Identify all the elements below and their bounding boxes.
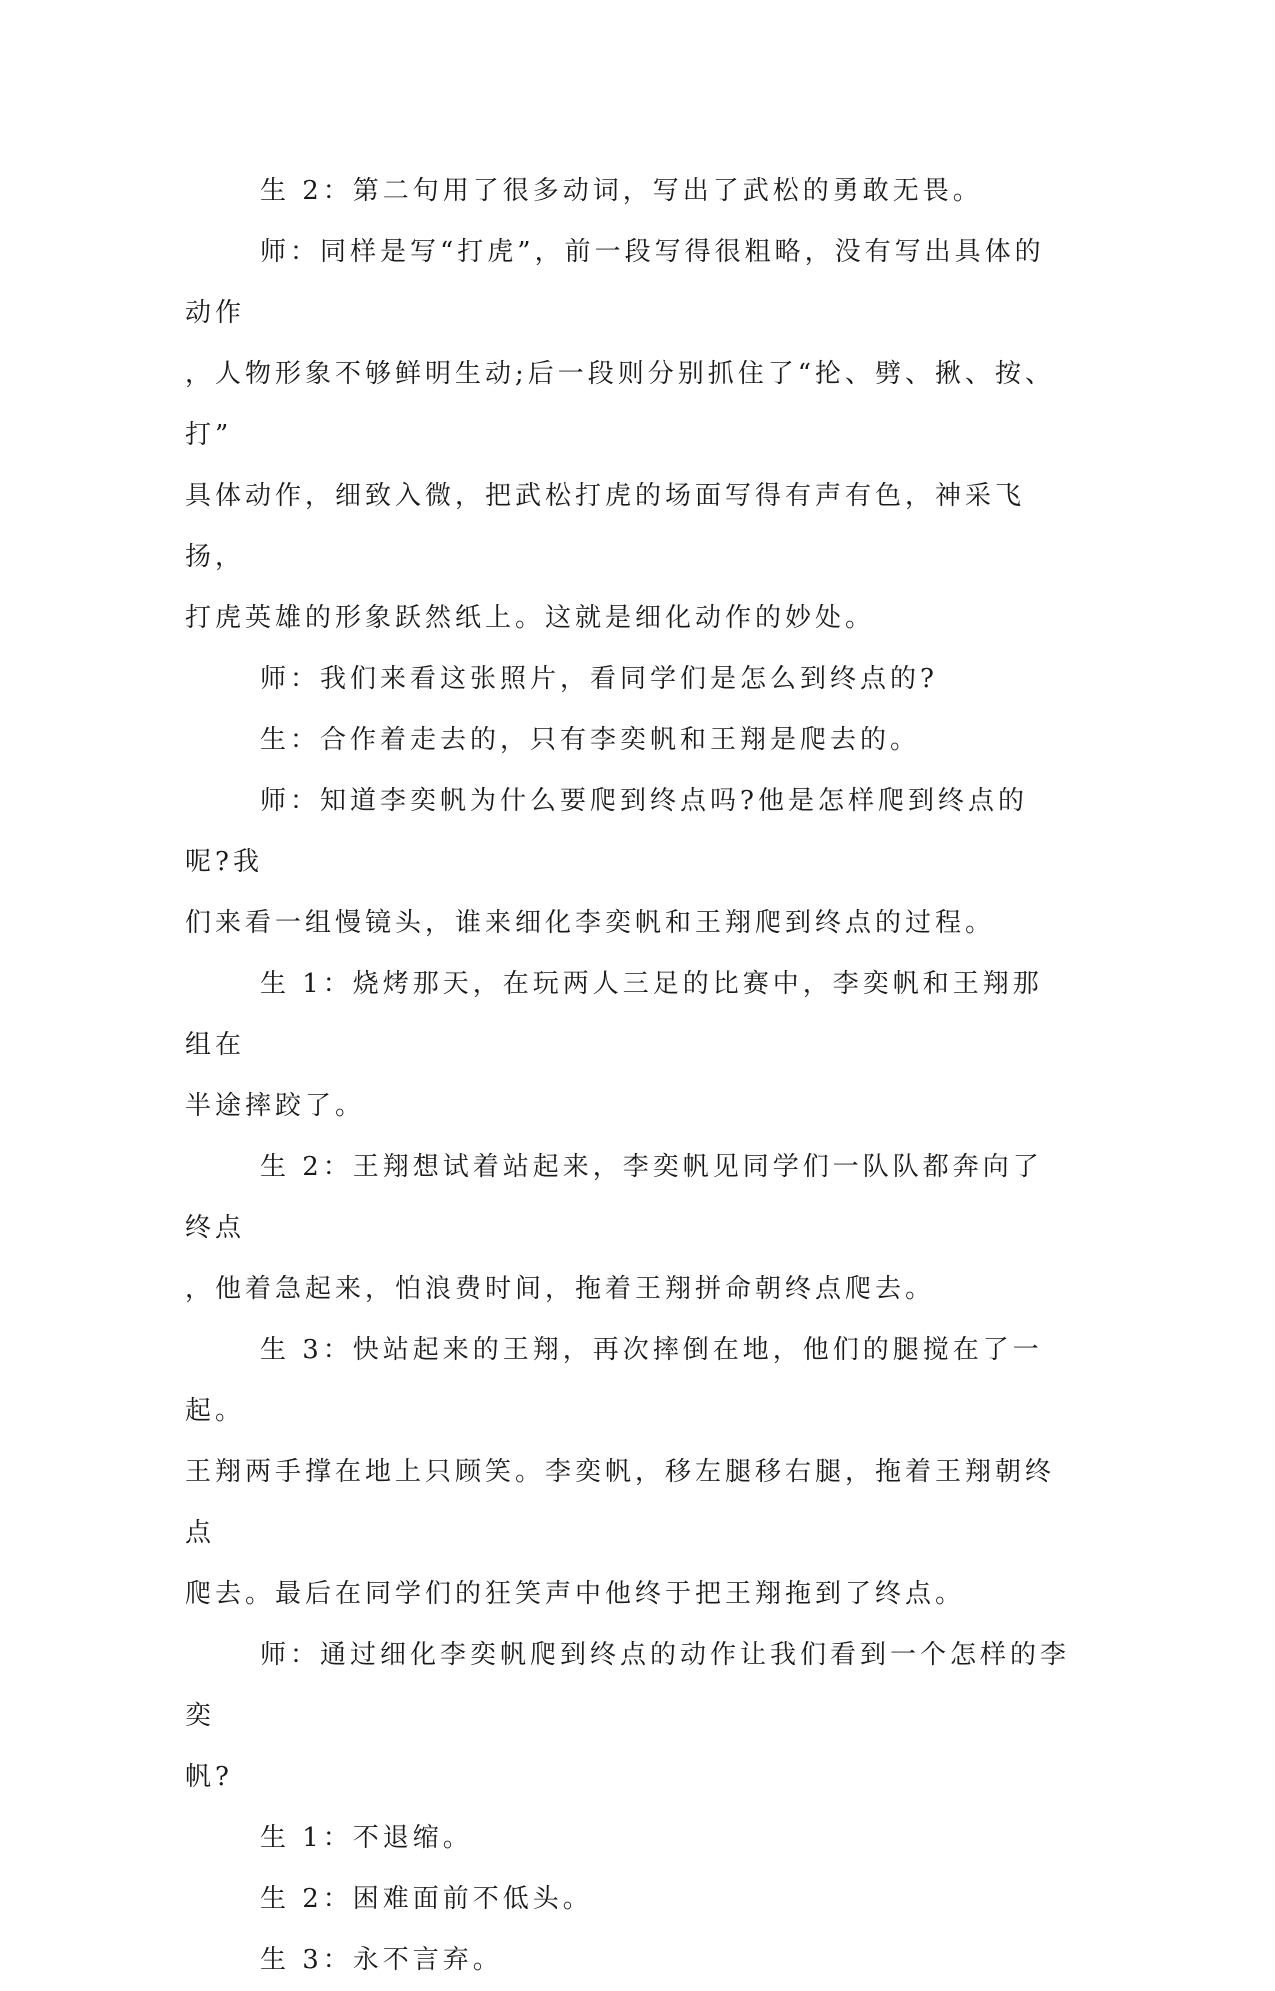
- paragraph: 师：通过细化李奕帆爬到终点的动作让我们看到一个怎样的李奕 帆?: [185, 1640, 1071, 1792]
- paragraph: 生 1：烧烤那天，在玩两人三足的比赛中，李奕帆和王翔那组在 半途摔跤了。: [185, 969, 1043, 1121]
- paragraph: 生 2：第二句用了很多动词，写出了武松的勇敢无畏。: [260, 176, 983, 206]
- paragraph: 生 2：王翔想试着站起来，李奕帆见同学们一队队都奔向了终点 ，他着急起来，怕浪费时间，拖着王翔拼命朝终点爬去。: [185, 1152, 1043, 1304]
- paragraph: 生 1：不退缩。: [260, 1823, 473, 1853]
- paragraph: 师：知道李奕帆为什么要爬到终点吗?他是怎样爬到终点的呢?我 们来看一组慢镜头，谁来细化李奕帆和王翔爬到终点的过程。: [185, 786, 1028, 938]
- paragraph: 生 3：快站起来的王翔，再次摔倒在地，他们的腿搅在了一起。 王翔两手撑在地上只顾笑。李奕帆，移左腿移右腿，拖着王翔朝终点 爬去。最后在同学们的狂笑声中他终于把王翔拖到了终点。: [185, 1335, 1056, 1609]
- document-body: [185, 161, 1070, 1991]
- paragraph: 生：合作着走去的，只有李奕帆和王翔是爬去的。: [260, 725, 921, 755]
- paragraph: 师：同样是写“打虎”，前一段写得很粗略，没有写出具体的动作 ，人物形象不够鲜明生动;后一段则分别抓住了“抡、劈、揪、按、打” 具体动作，细致入微，把武松打虎的场面写得有声有色，神采飞扬， 打虎英雄的形象跃然纸上。这就是细化动作的妙处。: [185, 237, 1056, 633]
- paragraph: 生 2：困难面前不低头。: [260, 1884, 593, 1914]
- paragraph: 师：我们来看这张照片，看同学们是怎么到终点的?: [260, 664, 938, 694]
- paragraph: 生 3：永不言弃。: [260, 1945, 503, 1975]
